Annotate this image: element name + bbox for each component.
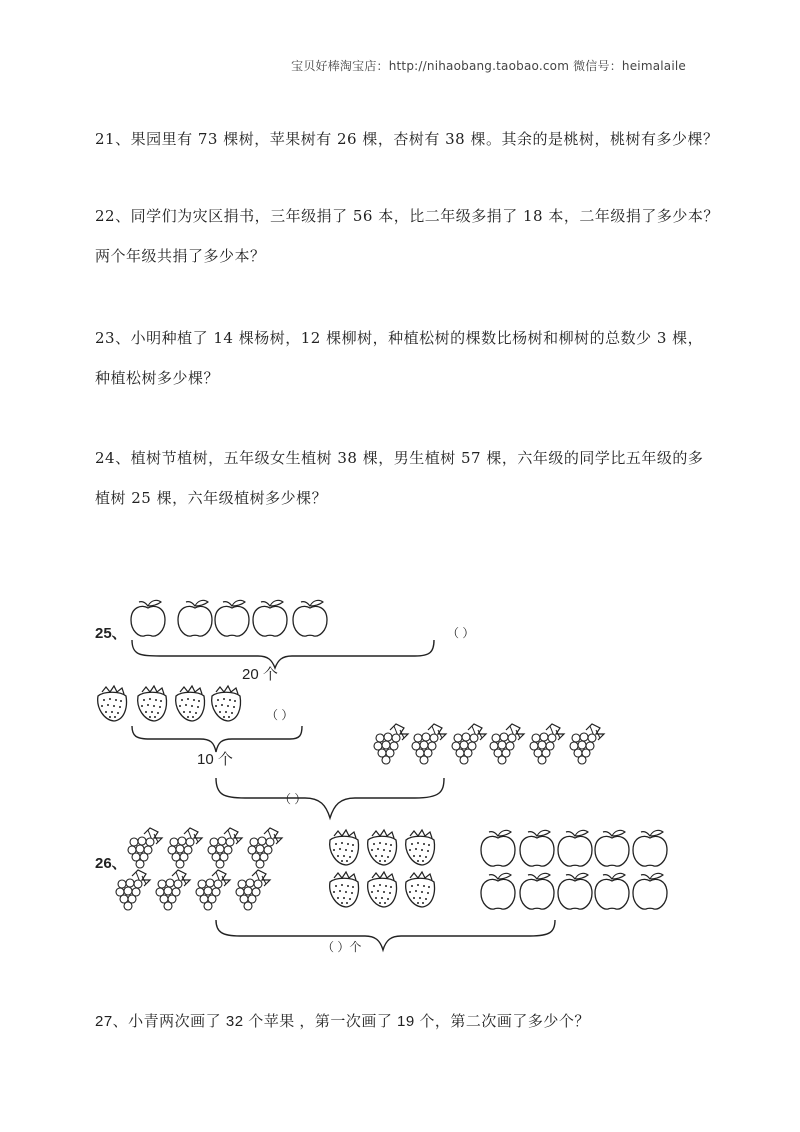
- brace-combined: [216, 778, 444, 818]
- brace-apples: [132, 640, 434, 668]
- brace-q26: [216, 920, 555, 950]
- question-24-line1: 24、植树节植树，五年级女生植树 38 棵，男生植树 57 棵，六年级的同学比五年级的多: [95, 449, 704, 467]
- question-25-strawberry-blank: （ ）: [266, 708, 294, 722]
- question-21: 21、果园里有 73 棵树，苹果树有 26 棵，杏树有 38 棵。其余的是桃树，桃树有多少棵？: [95, 130, 719, 148]
- question-23-line1: 23、小明种植了 14 棵杨树，12 棵柳树，种植松树的棵数比杨树和柳树的总数少 3 棵，: [95, 329, 704, 347]
- grape-icon-row-q25: [374, 724, 604, 764]
- question-26-answer-blank: （ ）个: [322, 940, 362, 954]
- question-25-grape-blank: （ ）: [279, 792, 307, 806]
- apple-icon-row-q25: [131, 600, 327, 636]
- question-24-line2: 植树 25 棵，六年级植树多少棵？: [95, 489, 328, 507]
- apple-icon-grid-q26: [481, 830, 667, 909]
- question-25-total-label: 20 个: [242, 666, 278, 683]
- question-22-line1: 22、同学们为灾区捐书，三年级捐了 56 本，比二年级多捐了 18 本，二年级捐了多少本？: [95, 207, 719, 225]
- question-22-line2: 两个年级共捐了多少本？: [95, 247, 266, 265]
- question-25-number: 25、: [95, 625, 127, 642]
- question-26-number: 26、: [95, 855, 127, 872]
- strawberry-icon-row-q25: [98, 686, 241, 721]
- strawberry-icon-grid-q26: [330, 830, 435, 907]
- question-25-strawberry-total: 10 个: [197, 751, 233, 768]
- grape-icon-grid-q26: [116, 828, 282, 910]
- question-27: 27、小青两次画了 32 个苹果 ，第一次画了 19 个，第二次画了多少个？: [95, 1013, 590, 1030]
- page-header: 宝贝好棒淘宝店：http://nihaobang.taobao.com 微信号：heimalaile: [291, 59, 686, 73]
- question-23-line2: 种植松树多少棵？: [95, 369, 220, 387]
- question-25-apple-blank: （ ）: [447, 626, 475, 640]
